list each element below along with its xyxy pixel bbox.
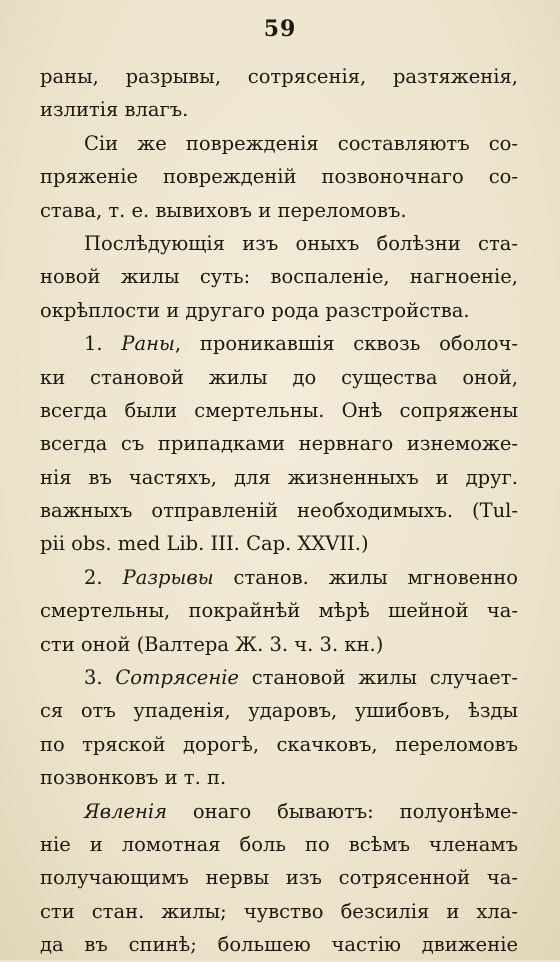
line-text: смертельны, покрайнѣй мѣрѣ шейной ча- [40,599,518,623]
line-text: излитія влагъ. [40,98,189,122]
line-text: раны, разрывы, сотрясенія, разтяженія, [40,65,518,88]
text-line [40,795,518,828]
text-line [40,828,518,861]
item-number: 2. [84,565,103,589]
line-text: важныхъ отправленій необходимыхъ. (Tul- [40,499,518,523]
text-line [40,60,518,93]
line-text: по тряской дорогѣ, скачковъ, переломовъ [40,732,518,756]
text-line [40,694,518,727]
text-line [40,761,518,794]
line-text: сти оной (Валтера Ж. 3. ч. 3. кн.) [40,632,384,656]
text-line [40,895,518,928]
text-line [40,93,518,126]
line-text: пряженіе поврежденій позвоночнаго со- [40,165,518,189]
line-text: ки становой жилы до существа оной, [40,365,518,389]
text-line [40,594,518,627]
line-text: нія въ частяхъ, для жизненныхъ и друг. [40,465,518,489]
line-text: сти стан. жилы; чувство безсилія и хла- [40,899,518,923]
text-line [40,294,518,327]
line-text: новой жилы суть: воспаленіе, нагноеніе, [40,265,518,289]
body-text [40,60,518,962]
line-text: ніе и ломотная боль по всѣмъ членамъ [40,832,518,856]
text-line [40,628,518,661]
item-number: 3. [84,666,103,690]
line-text: pii obs. med Lib. III. Cap. XXVII.) [40,532,369,556]
line-text: окрѣплости и другаго рода разстройства. [40,298,470,322]
text-line [40,127,518,160]
text-line [40,861,518,894]
text-line [40,728,518,761]
line-text: станов. жилы мгновенно [213,565,518,589]
line-text: всегда были смертельны. Онѣ сопряжены [40,398,518,422]
line-text: всегда съ припадками нервнаго изнеможе- [40,432,518,456]
line-text: получающимъ нервы изъ сотрясенной ча- [40,866,518,890]
text-line [40,227,518,260]
italic-term: Явленія [84,799,168,823]
italic-term: Сотрясеніе [115,666,239,690]
text-line [40,260,518,293]
page-number: 59 [263,16,297,42]
text-line [40,561,518,594]
text-line [40,494,518,527]
italic-term: Разрывы [122,565,214,589]
text-line [40,461,518,494]
line-text: онаго бываютъ: полуонѣме- [167,799,518,823]
line-text: ся отъ упаденія, ударовъ, ушибовъ, ѣзды [40,699,518,723]
text-line [40,527,518,560]
line-text: да въ спинѣ; большею частію движеніе [40,933,518,957]
line-text: становой жилы случает- [238,666,518,690]
line-text: Послѣдующія изъ оныхъ болѣзни ста- [84,231,518,255]
text-line [40,160,518,193]
text-line [40,661,518,694]
item-number: 1. [84,332,103,356]
text-line [40,194,518,227]
text-line [40,928,518,961]
text-line [40,394,518,427]
text-line [40,361,518,394]
line-text: става, т. е. вывиховъ и переломовъ. [40,198,407,222]
line-text: позвонковъ и т. п. [40,766,227,790]
line-text: , проникавшія сквозь оболоч- [174,332,518,356]
text-line [40,427,518,460]
text-line [40,327,518,360]
italic-term: Раны [121,332,175,356]
line-text: Сіи же поврежденія составляютъ со- [84,131,518,155]
